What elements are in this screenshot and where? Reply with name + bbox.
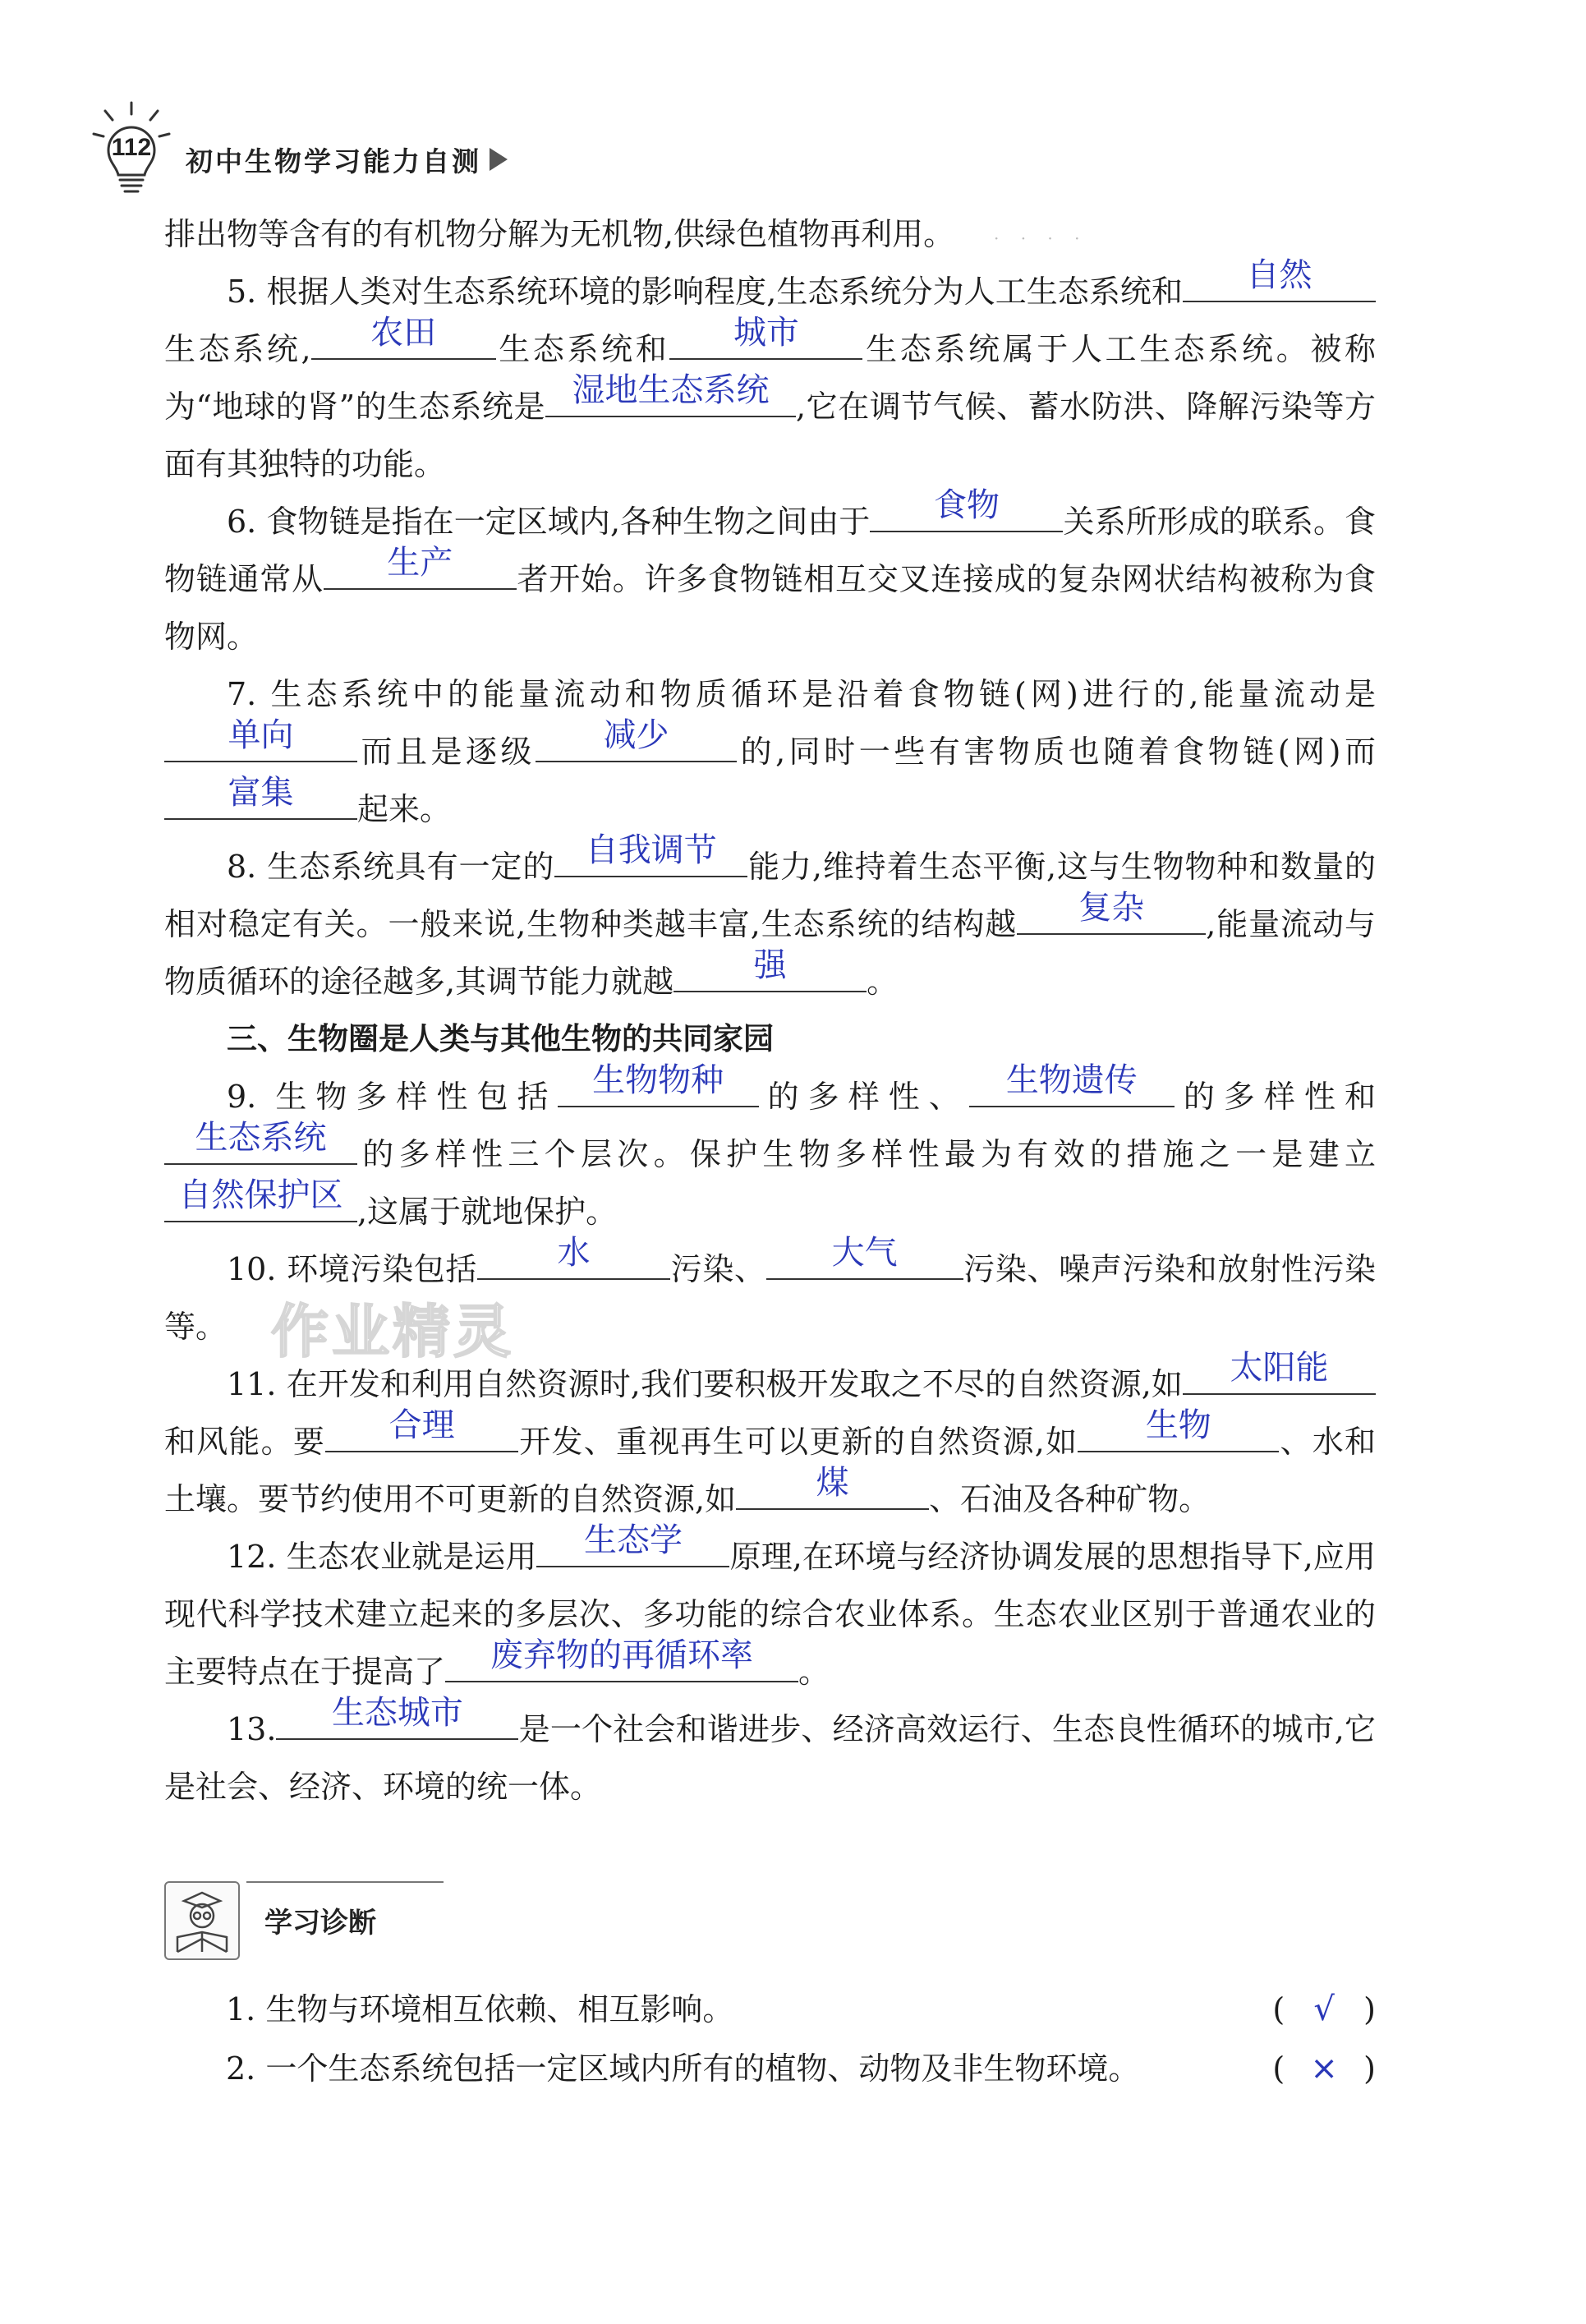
answer-blank: 减少	[536, 723, 737, 762]
answer-blank: 单向	[164, 723, 357, 762]
question-12: 12. 生态农业就是运用 生态学 原理,在环境与经济协调发展的思想指导下,应用现代科学技术建立起来的多层次、多功能的综合农业体系。生态农业区别于普通农业的主要特点在于提高了 废弃物的再循环率 。	[164, 1521, 1376, 1690]
answer-blank: 湿地生态系统	[545, 378, 796, 417]
question-11: 11. 在开发和利用自然资源时,我们要积极开发取之不尽的自然资源,如 太阳能 和风能。要 合理 开发、重视再生可以更新的自然资源,如 生物 、水和土壤。要节约使用不可更新的自然资源,如 煤 、石油及各种矿物。	[164, 1349, 1376, 1517]
answer-blank: 生态城市	[276, 1700, 518, 1740]
question-13: 13. 生态城市 是一个社会和谐进步、经济高效运行、生态良性循环的城市,它是社会、经济、环境的统一体。	[164, 1694, 1376, 1805]
question-9: 9. 生物多样性包括 生物物种 的多样性、 生物遗传 的多样性和 生态系统 的多样性三个层次。保护生物多样性最为有效的措施之一是建立 自然保护区 ,这属于就地保护。	[164, 1068, 1376, 1240]
student-reading-icon	[164, 1881, 240, 1960]
answer-blank: 农田	[311, 320, 496, 360]
answer-blank: 自然	[1183, 263, 1376, 302]
scan-specks: · · · ·	[994, 228, 1088, 248]
answer-blank: 富集	[164, 780, 357, 820]
answer-blank: 城市	[669, 320, 862, 360]
diagnosis-title: 学习诊断	[246, 1881, 444, 1957]
cross-mark: ×	[1310, 2050, 1338, 2087]
answer-mark: ( × )	[1272, 2039, 1376, 2098]
answer-blank: 煤	[736, 1470, 929, 1510]
diagnosis-header	[164, 1881, 444, 1957]
answer-blank: 生态系统	[164, 1125, 357, 1165]
answer-blank: 强	[673, 953, 867, 992]
diagnosis-list	[226, 1980, 1376, 2098]
answer-blank: 大气	[766, 1240, 963, 1280]
answer-blank: 生态学	[536, 1528, 729, 1567]
answer-blank: 自然保护区	[164, 1183, 357, 1222]
diagnosis-item: 2. 一个生态系统包括一定区域内所有的植物、动物及非生物环境。 ( × )	[226, 2039, 1376, 2098]
arrow-right-icon	[490, 148, 508, 171]
answer-blank: 生物遗传	[969, 1068, 1175, 1107]
answer-mark: ( √ )	[1272, 1980, 1376, 2039]
watermark: 作业精灵	[271, 1298, 514, 1365]
question-8: 8. 生态系统具有一定的 自我调节 能力,维持着生态平衡,这与生物物种和数量的相对稳定有关。一般来说,生物种类越丰富,生态系统的结构越 复杂 ,能量流动与物质循环的途径越多,其调节能力就越 强 。	[164, 831, 1376, 1000]
answer-blank: 水	[477, 1240, 670, 1280]
page-header	[90, 99, 508, 197]
question-7: 7. 生态系统中的能量流动和物质循环是沿着食物链(网)进行的,能量流动是 单向 而且是逐级 减少 的,同时一些有害物质也随着食物链(网)而 富集 起来。	[164, 665, 1376, 838]
check-mark: √	[1313, 1990, 1335, 2028]
question-10: 10. 环境污染包括 水 污染、 大气 污染、噪声污染和放射性污染等。	[164, 1234, 1376, 1345]
question-6: 6. 食物链是指在一定区域内,各种生物之间由于 食物 关系所形成的联系。食物链通常从 生产 者开始。许多食物链相互交叉连接成的复杂网状结构被称为食物网。	[164, 486, 1376, 655]
answer-blank: 太阳能	[1183, 1355, 1376, 1395]
answer-blank: 废弃物的再循环率	[445, 1643, 798, 1682]
diagnosis-item: 1. 生物与环境相互依赖、相互影响。 ( √ )	[226, 1980, 1376, 2039]
exercise-content	[164, 205, 1376, 1815]
section-3-heading: 三、生物圈是人类与其他生物的共同家园	[227, 1021, 774, 1056]
answer-blank: 食物	[870, 493, 1063, 532]
answer-blank: 自我调节	[554, 838, 747, 877]
lightbulb-icon	[90, 99, 181, 196]
answer-blank: 生物	[1078, 1413, 1279, 1452]
book-title: 初中生物学习能力自测	[186, 145, 481, 177]
answer-blank: 生物物种	[558, 1068, 759, 1107]
continuation-line: 排出物等含有的有机物分解为无机物,供绿色植物再利用。	[164, 216, 955, 252]
answer-blank: 生产	[324, 550, 517, 590]
answer-blank: 合理	[325, 1413, 518, 1452]
answer-blank: 复杂	[1017, 895, 1206, 935]
page-number: 112	[111, 134, 152, 161]
question-5: 5. 根据人类对生态系统环境的影响程度,生态系统分为人工生态系统和 自然 生态系统, 农田 生态系统和 城市 生态系统属于人工生态系统。被称为“地球的肾”的生态系统是 湿地生态系统 ,它在调节气候、蓄水防洪、降解污染等方面有其独特的功能。	[164, 256, 1376, 482]
